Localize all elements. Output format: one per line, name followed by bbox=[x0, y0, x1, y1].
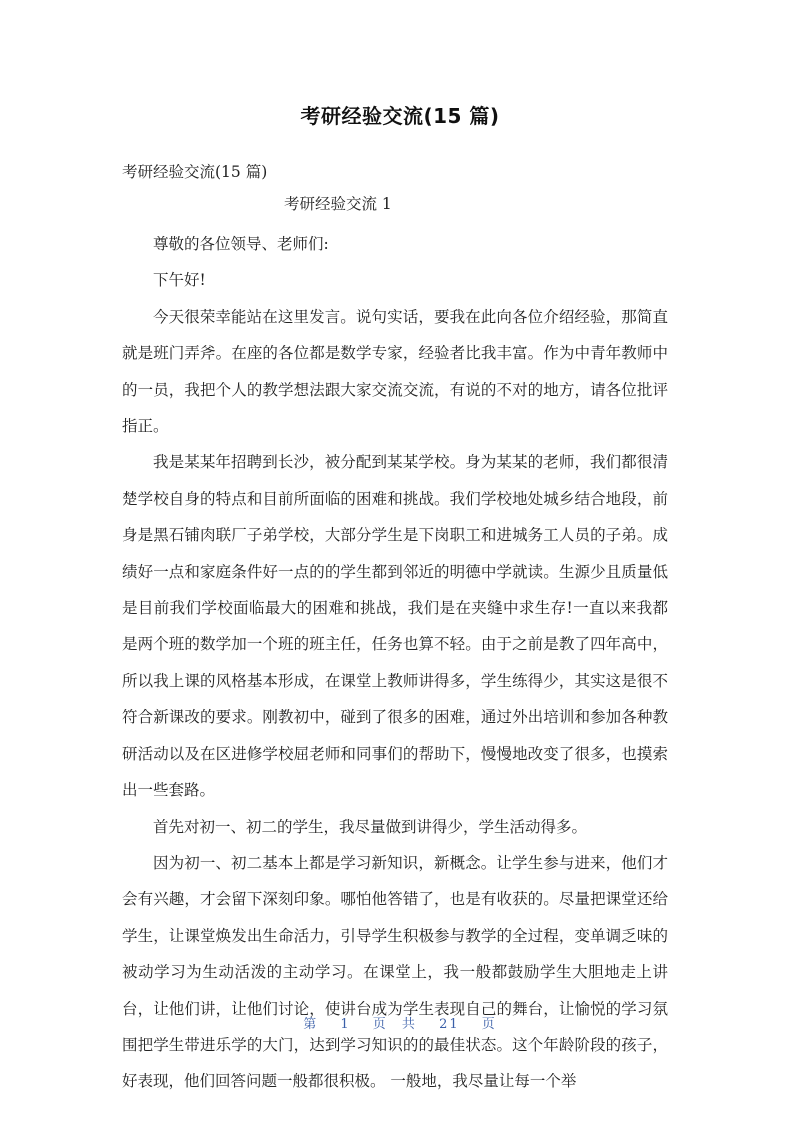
paragraph: 今天很荣幸能站在这里发言。说句实话，要我在此向各位介绍经验，那简直就是班门弄斧。在座的各位都是数学专家，经验者比我丰富。作为中青年教师中的一员，我把个人的教学想法跟大家交流交流，有说的不对的地方，请各位批评指正。 bbox=[122, 307, 668, 436]
footer-current-page: 1 bbox=[340, 1017, 351, 1032]
paragraph: 首先对初一、初二的学生，我尽量做到讲得少，学生活动得多。 bbox=[153, 817, 588, 836]
footer-label-page: 第 bbox=[303, 1017, 319, 1032]
page-footer bbox=[0, 1013, 800, 1032]
footer-label-of: 页 共 bbox=[372, 1017, 417, 1032]
document-title: 考研经验交流(15 篇) bbox=[300, 104, 500, 128]
footer-total-pages: 21 bbox=[439, 1017, 460, 1032]
paragraph-greeting: 下午好! bbox=[153, 271, 206, 290]
footer-label-pages: 页 bbox=[481, 1017, 497, 1032]
paragraph-salutation: 尊敬的各位领导、老师们: bbox=[153, 235, 329, 253]
document-body bbox=[122, 226, 668, 1100]
document-subtitle: 考研经验交流(15 篇) bbox=[122, 163, 268, 181]
paragraph: 因为初一、初二基本上都是学习新知识，新概念。让学生参与进来，他们才会有兴趣，才会留下深刻印象。哪怕他答错了，也是有收获的。尽量把课堂还给学生，让课堂焕发出生命活力，引导学生积极参与教学的全过程，变单调乏味的被动学习为生动活泼的主动学习。在课堂上，我一般都鼓励学生大胆地走上讲台，让他们讲，让他们讨论，使讲台成为学生表现自己的舞台，让愉悦的学习氛围把学生带进乐学的大门，达到学习知识的的最佳状态。这个年龄阶段的孩子，好表现，他们回答问题一般都很积极。 一般地，我尽量让每一个举 bbox=[122, 853, 668, 1091]
section-title: 考研经验交流 1 bbox=[284, 195, 392, 213]
paragraph: 我是某某年招聘到长沙，被分配到某某学校。身为某某的老师，我们都很清楚学校自身的特点和目前所面临的困难和挑战。我们学校地处城乡结合地段，前身是黑石铺肉联厂子弟学校，大部分学生是下岗职工和进城务工人员的子弟。成绩好一点和家庭条件好一点的的学生都到邻近的明德中学就读。生源少且质量低是目前我们学校面临最大的困难和挑战，我们是在夹缝中求生存!一直以来我都是两个班的数学加一个班的班主任，任务也算不轻。由于之前是教了四年高中，所以我上课的风格基本形成，在课堂上教师讲得多，学生练得少，其实这是很不符合新课改的要求。刚教初中，碰到了很多的困难，通过外出培训和参加各种教研活动以及在区进修学校屈老师和同事们的帮助下，慢慢地改变了很多，也摸索出一些套路。 bbox=[122, 453, 668, 800]
